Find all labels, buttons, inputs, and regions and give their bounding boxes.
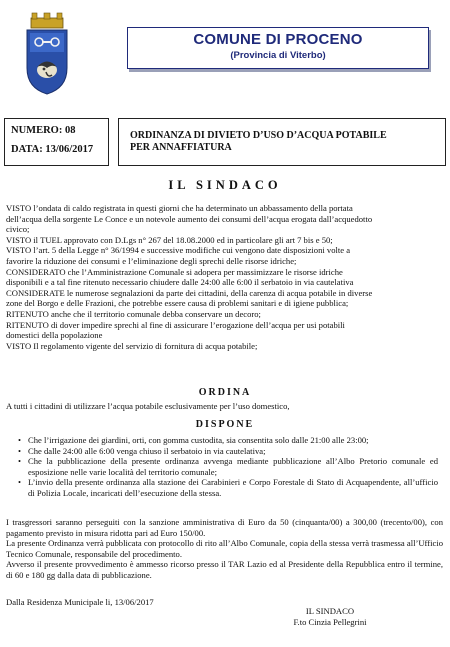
header-box [127,27,429,69]
dispone-item: • Che la pubblicazione della presente ordinanza avvenga mediante pubblicazione all’Albo Pretorio comunale ed esposizione nelle varie località del territorio comunale; [18,456,438,477]
signature-name: F.to Cinzia Pellegrini [293,617,367,627]
comune-title: COMUNE DI PROCENO [193,31,363,48]
visto-line: CONSIDERATE le numerose segnalazioni da parte dei cittadini, della carenza di acqua potabile in diverse [6,287,373,298]
pubblicazione-paragraph: La presente Ordinanza verrà pubblicata con protocollo di rito all’Albo Comunale, copia della stessa verrà trasmessa all’Ufficio Tecnico Comunale, responsabile del procedimento. [6,538,443,559]
visto-line: zone del Borgo e delle Frazioni, che potrebbe essere causa di problemi sanitari e di igiene pubblica; [6,298,349,309]
signature-block [270,606,390,628]
dispone-item: • Che l’irrigazione dei giardini, orti, con gomma custodita, sia consentita solo dalle 21:00 alle 23:00; [18,435,438,446]
visto-line: CONSIDERATO che l’Amministrazione Comunale si adopera per massimizzare le risorse idriche [6,266,343,277]
ordinanza-title-line-2: PER ANNAFFIATURA [130,142,232,153]
closing-section [6,517,443,581]
data-label: DATA: 13/06/2017 [11,144,94,155]
sindaco-heading: IL SINDACO [168,178,282,192]
visto-line: domestici della popolazione [6,330,103,341]
visto-line: VISTO l’ondata di caldo registrata in questi giorni che ha determinato un abbassamento della portata [6,203,353,213]
signature-title: IL SINDACO [305,606,355,616]
dispone-item: • Che dalle 24:00 alle 6:00 venga chiuso il serbatoio in via cautelativa; [18,446,438,457]
visto-line: VISTO Il regolamento vigente del servizio di fornitura di acqua potabile; [6,340,258,351]
visto-section [6,203,443,351]
provincia-subtitle: (Provincia di Viterbo) [230,50,326,61]
dispone-list [18,435,438,499]
ordinanza-title-line-1: ORDINANZA DI DIVIETO D’USO D’ACQUA POTABILE [130,130,387,141]
numero-label: NUMERO: 08 [11,125,76,136]
crown-icon [31,13,63,28]
ricorso-paragraph: Avverso il presente provvedimento è ammesso ricorso presso il TAR Lazio ed al Presidente della Repubblica entro il termine, di 60 e 180 gg dalla data di pubblicazione. [6,559,443,580]
visto-line: disponibili e a tal fine ritenuto necessario chiudere dalle 24:00 alle 6:00 il serbatoio in via cautelativa [6,277,354,288]
visto-line: RITENUTO anche che il territorio comunale debba conservare un decoro; [6,308,261,319]
visto-line: VISTO il TUEL approvato con D.Lgs n° 267 del 18.08.2000 ed in particolare gli art 7 bis e 50; [6,234,333,245]
sanzione-paragraph: I trasgressori saranno perseguiti con la sanzione amministrativa di Euro da 50 (cinquanta/00) a 300,00 (trecento/00), con pagamento previsto in misura ridotta pari ad Euro 150/00. [6,517,443,538]
visto-line: VISTO l’art. 5 della Legge n° 36/1994 e successive modifiche cui vengono date disposizioni volte a [6,245,351,256]
visto-line: RITENUTO di dover impedire sprechi al fine di assicurare l’erogazione dell’acqua per usi potabili [6,319,345,330]
dispone-heading: DISPONE [195,419,255,430]
visto-line: dell’acqua della sorgente Le Conce e un notevole aumento dei consumi dell’acqua erogata dall’acquedotto [6,213,373,224]
visto-line: civico; [6,224,30,235]
coat-of-arms-icon [22,12,72,96]
ordinanza-title-box [118,118,446,166]
dispone-item: • L’invio della presente ordinanza alla stazione dei Carabinieri e Corpo Forestale di Stato di Acquapendente, all’ufficio di Polizia Locale, incaricati dell’esecuzione della stessa. [18,477,438,498]
visto-line: favorire la riduzione dei consumi e l’eliminazione degli sprechi delle risorse idriche; [6,255,297,266]
residence-date-line: Dalla Residenza Municipale li, 13/06/2017 [6,597,154,607]
ordina-heading: ORDINA [198,387,252,398]
number-date-box [4,118,109,166]
ordina-text: A tutti i cittadini di utilizzare l’acqua potabile esclusivamente per l’uso domestico, [6,401,290,411]
